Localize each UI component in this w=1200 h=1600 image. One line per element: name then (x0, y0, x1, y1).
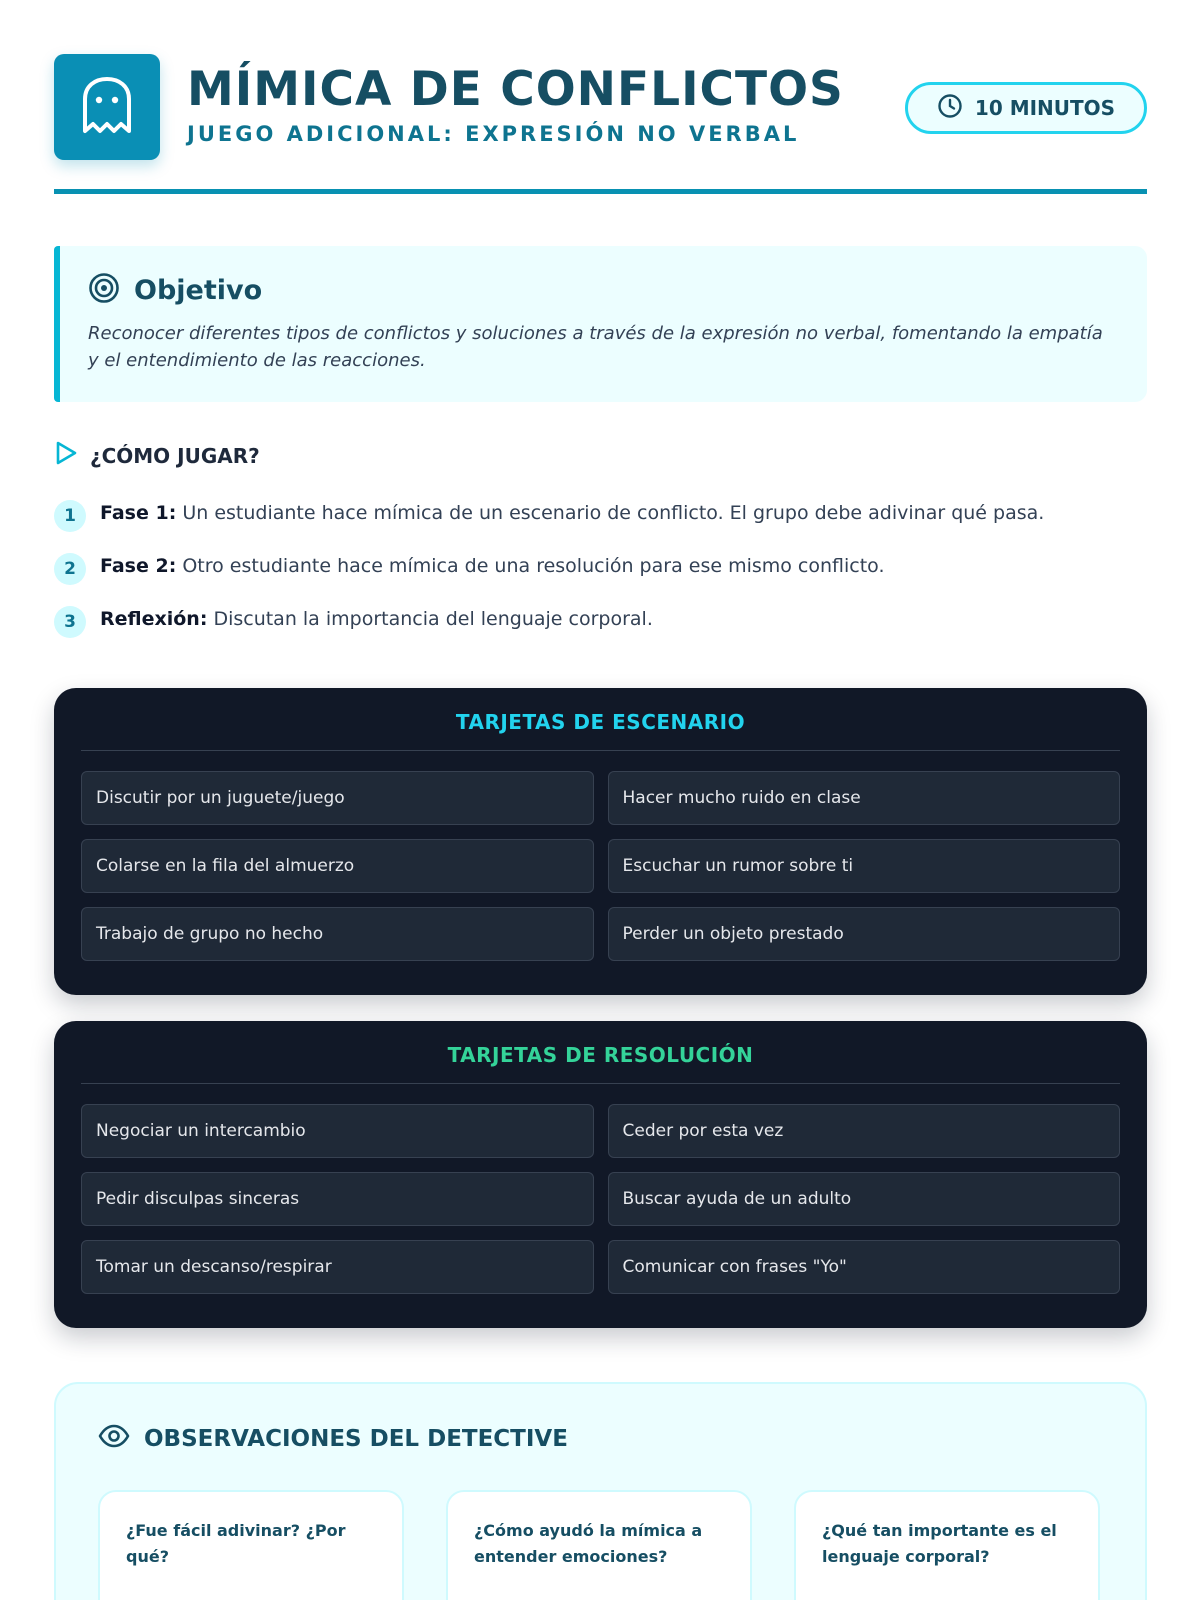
step-number: 3 (54, 606, 86, 638)
question-card: ¿Qué tan importante es el lenguaje corporal? (794, 1490, 1100, 1600)
step-text: Otro estudiante hace mímica de una resolución para ese mismo conflicto. (182, 554, 885, 577)
step-text: Discutan la importancia del lenguaje corporal. (213, 607, 653, 630)
scenario-card: Colarse en la fila del almuerzo (81, 839, 594, 893)
scenario-card: Discutir por un juguete/juego (81, 771, 594, 825)
question-card: ¿Fue fácil adivinar? ¿Por qué? (98, 1490, 404, 1600)
resolution-cards-grid (81, 1104, 1120, 1294)
resolution-card: Comunicar con frases "Yo" (608, 1240, 1121, 1294)
scenario-cards-title: TARJETAS DE ESCENARIO (81, 710, 1120, 751)
page-title: MÍMICA DE CONFLICTOS (187, 62, 844, 117)
step-item (54, 539, 1147, 592)
objective-box (54, 246, 1147, 402)
resolution-card: Negociar un intercambio (81, 1104, 594, 1158)
resolution-card: Pedir disculpas sinceras (81, 1172, 594, 1226)
how-to-heading (54, 440, 260, 471)
step-label: Fase 1: (100, 501, 177, 524)
detective-heading (98, 1424, 1103, 1454)
page-header (54, 54, 1147, 194)
question-cards (98, 1490, 1103, 1600)
scenario-cards-grid (81, 771, 1120, 961)
step-item (54, 592, 1147, 645)
scenario-card: Escuchar un rumor sobre ti (608, 839, 1121, 893)
logo (54, 54, 160, 160)
scenario-card: Trabajo de grupo no hecho (81, 907, 594, 961)
eye-icon (98, 1424, 130, 1454)
scenario-card: Perder un objeto prestado (608, 907, 1121, 961)
time-label: 10 MINUTOS (974, 96, 1116, 120)
step-number: 2 (54, 553, 86, 585)
target-icon (88, 272, 120, 308)
step-text: Un estudiante hace mímica de un escenario de conflicto. El grupo debe adivinar qué pasa. (182, 501, 1045, 524)
resolution-cards-panel (54, 1021, 1147, 1328)
objective-title: Objetivo (134, 274, 263, 306)
step-label: Reflexión: (100, 607, 208, 630)
scenario-cards-panel (54, 688, 1147, 995)
step-item (54, 486, 1147, 539)
resolution-card: Buscar ayuda de un adulto (608, 1172, 1121, 1226)
resolution-card: Tomar un descanso/respirar (81, 1240, 594, 1294)
step-number: 1 (54, 500, 86, 532)
resolution-cards-title: TARJETAS DE RESOLUCIÓN (81, 1043, 1120, 1084)
objective-text: Reconocer diferentes tipos de conflictos y soluciones a través de la expresión no verbal, fomentando la empatía y el entendimiento de las reacciones. (88, 323, 1103, 371)
time-badge (905, 82, 1147, 134)
scenario-card: Hacer mucho ruido en clase (608, 771, 1121, 825)
detective-title: OBSERVACIONES DEL DETECTIVE (144, 1426, 568, 1452)
ghost-icon (81, 75, 133, 139)
step-label: Fase 2: (100, 554, 177, 577)
resolution-card: Ceder por esta vez (608, 1104, 1121, 1158)
question-card: ¿Cómo ayudó la mímica a entender emociones? (446, 1490, 752, 1600)
clock-icon (937, 93, 963, 124)
how-to-title: ¿CÓMO JUGAR? (90, 443, 260, 468)
detective-observations (54, 1382, 1147, 1600)
page-subtitle: JUEGO ADICIONAL: EXPRESIÓN NO VERBAL (187, 122, 800, 146)
steps-list (54, 486, 1147, 645)
play-icon (54, 440, 78, 471)
